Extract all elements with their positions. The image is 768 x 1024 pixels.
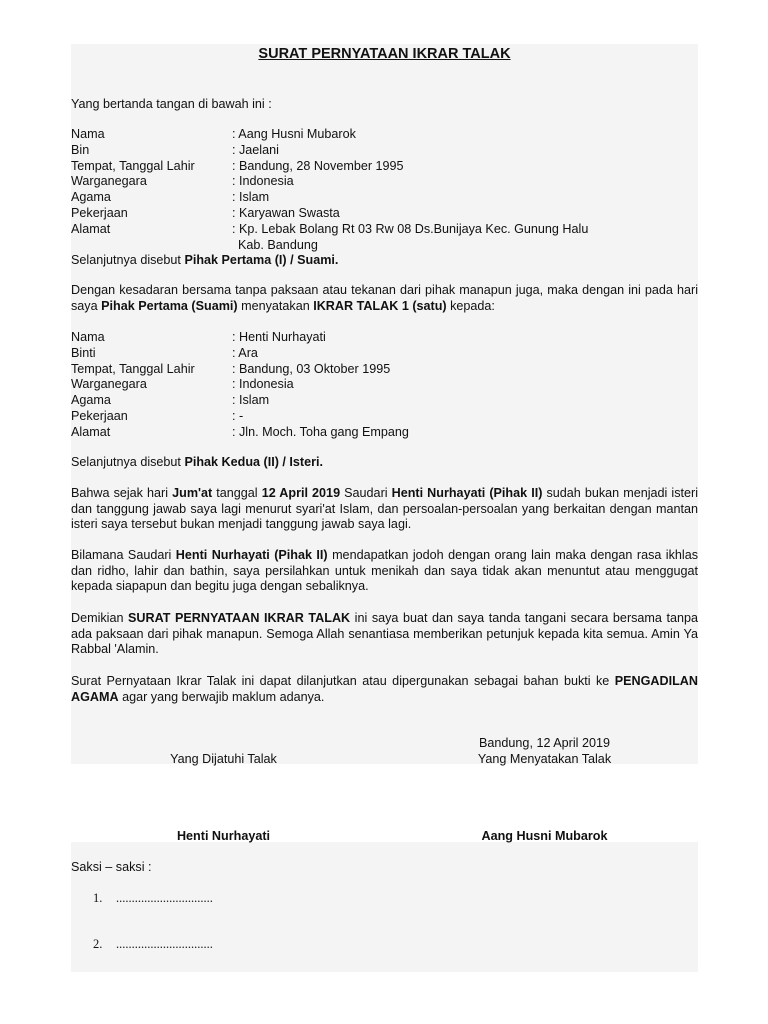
detail-row [71, 330, 698, 346]
para2-text-2: mendapatkan jodoh dengan orang lain maka dengan rasa ikhlas dan ridho, lahir dan bathin, saya persilahkan untuk menikah dan saya tidak akan menuntut atau menggugat kepada siapapun dan begitu juga dengan sebaliknya. [71, 548, 698, 594]
second-party-reference [71, 455, 698, 471]
detail-label: Agama [71, 190, 111, 205]
paragraph-closing [71, 611, 698, 658]
para2-text-1: Bilamana Saudari [71, 548, 176, 562]
para3-text-1: Demikian [71, 611, 129, 625]
detail-row [71, 346, 698, 362]
detail-row [71, 393, 698, 409]
ref-text: Selanjutnya disebut [71, 455, 185, 469]
detail-row [71, 127, 698, 143]
detail-label: Tempat, Tanggal Lahir [71, 361, 195, 376]
intro-text: Yang bertanda tangan di bawah ini : [71, 97, 272, 111]
para1-bold-2: 12 April 2019 [261, 486, 341, 500]
detail-row [71, 409, 698, 425]
detail-label: Nama [71, 330, 105, 344]
detail-value: : Henti Nurhayati [232, 330, 326, 344]
first-party-reference [71, 253, 698, 269]
witnesses-heading: Saksi – saksi : [71, 860, 152, 874]
ref-bold: Pihak Pertama (I) / Suami. [184, 253, 339, 267]
para2-bold-1: Henti Nurhayati (Pihak II) [175, 548, 328, 562]
detail-label: Binti [71, 345, 96, 360]
detail-row [71, 190, 698, 206]
detail-value: : Islam [232, 190, 270, 205]
detail-row [71, 174, 698, 190]
detail-label: Warganegara [71, 174, 147, 189]
detail-value: : Indonesia [232, 377, 294, 392]
detail-row [71, 159, 698, 175]
declaration-text-1: Dengan kesadaran bersama tanpa paksaan atau tekanan dari pihak manapun juga, maka dengan ini pada hari saya [71, 283, 698, 313]
detail-row [71, 222, 698, 238]
detail-row [71, 362, 698, 378]
para1-text-3: Saudari [340, 486, 392, 500]
para1-text-2: tanggal [212, 486, 262, 500]
para3-bold-1: SURAT PERNYATAAN IKRAR TALAK [128, 611, 351, 625]
left-signature-caption: Yang Dijatuhi Talak [170, 752, 277, 766]
witness-line-1: ............................... [116, 891, 213, 905]
detail-value: : Kp. Lebak Bolang Rt 03 Rw 08 Ds.Bunijaya Kec. Gunung Halu [232, 221, 589, 236]
detail-value: : - [232, 409, 244, 423]
paragraph-divorce-date [71, 486, 698, 533]
para4-text-2: agar yang berwajib maklum adanya. [118, 689, 325, 704]
detail-value: : Indonesia [232, 174, 294, 189]
detail-row [71, 425, 698, 441]
para1-bold-1: Jum'at [172, 486, 213, 500]
detail-value: : Ara [232, 345, 258, 360]
place-date: Bandung, 12 April 2019 [479, 736, 610, 750]
para4-bold-1: PENGADILAN AGAMA [71, 674, 698, 704]
detail-row [71, 143, 698, 159]
declaration-paragraph [71, 283, 698, 314]
detail-label: Pekerjaan [71, 206, 128, 220]
witness-number-1: 1. [93, 891, 103, 905]
paragraph-remarriage [71, 548, 698, 595]
right-signatory-name: Aang Husni Mubarok [481, 829, 608, 843]
detail-row [71, 377, 698, 393]
declaration-text-2: menyatakan [237, 298, 314, 313]
declaration-bold-1: Pihak Pertama (Suami) [101, 298, 238, 313]
detail-label: Agama [71, 393, 111, 408]
detail-label: Nama [71, 127, 105, 141]
para1-bold-3: Henti Nurhayati (Pihak II) [391, 486, 543, 500]
detail-label: Tempat, Tanggal Lahir [71, 158, 195, 173]
witness-number-2: 2. [93, 937, 103, 951]
para3-text-2: ini saya buat dan saya tanda tangani secara bersama tanpa ada paksaan dari pihak manapun. Semoga Allah senantiasa memberikan petunjuk kepada kita semua. Amin Ya Rabbal 'Alamin. [71, 611, 698, 657]
detail-value: : Jaelani [232, 142, 279, 157]
para1-text-1: Bahwa sejak hari [71, 486, 173, 500]
detail-value: Kab. Bandung [238, 237, 318, 252]
detail-label: Alamat [71, 424, 111, 439]
detail-value: : Karyawan Swasta [232, 206, 340, 220]
detail-label: Alamat [71, 221, 111, 236]
detail-label: Bin [71, 142, 90, 157]
detail-value: : Aang Husni Mubarok [232, 127, 356, 141]
document-title: SURAT PERNYATAAN IKRAR TALAK [258, 46, 511, 62]
paragraph-court [71, 674, 698, 705]
detail-row [71, 238, 698, 254]
detail-row [71, 206, 698, 222]
detail-value: : Bandung, 03 Oktober 1995 [232, 361, 391, 376]
detail-value: : Jln. Moch. Toha gang Empang [232, 424, 409, 439]
detail-label: Warganegara [71, 377, 147, 392]
ref-bold: Pihak Kedua (II) / Isteri. [184, 455, 324, 469]
para4-text-1: Surat Pernyataan Ikrar Talak ini dapat dilanjutkan atau dipergunakan sebagai bahan bukti ke [71, 674, 615, 688]
detail-value: : Islam [232, 393, 270, 408]
right-signature-caption: Yang Menyatakan Talak [477, 752, 612, 766]
detail-value: : Bandung, 28 November 1995 [232, 158, 404, 173]
declaration-bold-2: IKRAR TALAK 1 (satu) [313, 298, 447, 313]
detail-label: Pekerjaan [71, 409, 128, 423]
declaration-text-3: kepada: [446, 298, 495, 313]
para1-text-4: sudah bukan menjadi isteri dan tanggung jawab saya lagi menurut syari'at Islam, dan persoalan-persoalan yang berkaitan dengan mantan isteri saya tersebut bukan menjadi tanggung jawab saya lagi. [71, 486, 698, 532]
left-signatory-name: Henti Nurhayati [176, 829, 271, 843]
ref-text: Selanjutnya disebut [71, 253, 185, 267]
witness-line-2: ............................... [116, 937, 213, 951]
